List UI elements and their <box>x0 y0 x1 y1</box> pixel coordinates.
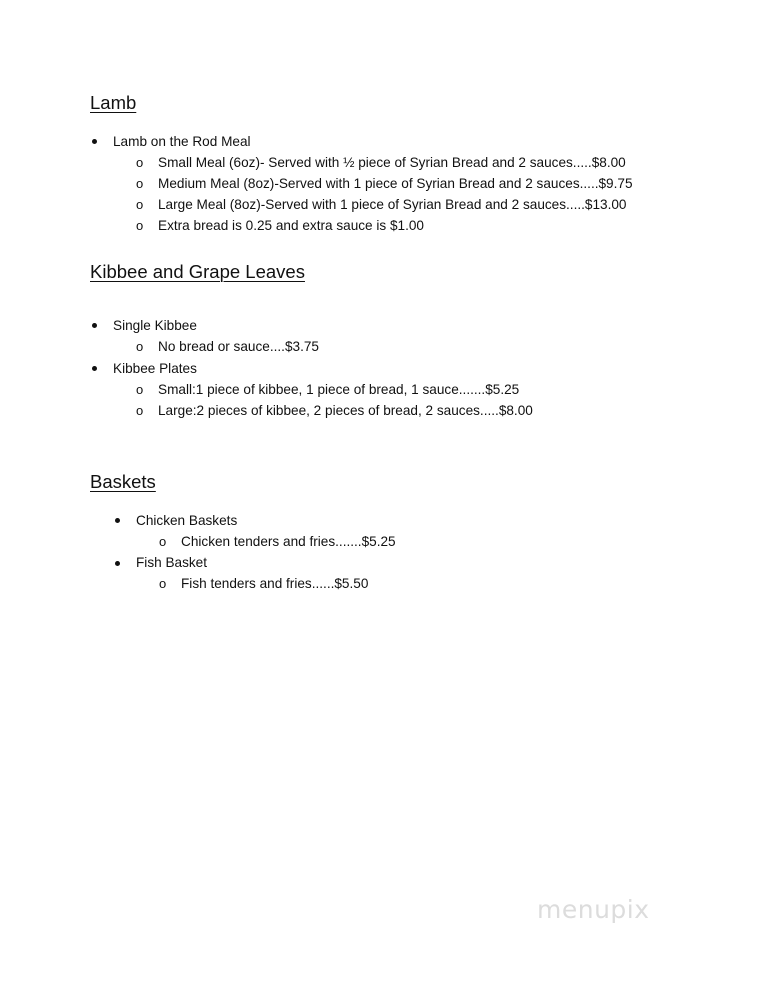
circle-bullet-icon: o <box>136 197 144 212</box>
menu-item: Kibbee Plates <box>113 361 197 376</box>
circle-bullet-icon: o <box>136 403 144 418</box>
circle-bullet-icon: o <box>159 534 167 549</box>
menu-subitem: Extra bread is 0.25 and extra sauce is $1.00 <box>158 218 424 233</box>
menu-item: Chicken Baskets <box>136 513 238 528</box>
menu-subitem: Large Meal (8oz)-Served with 1 piece of Syrian Bread and 2 sauces.....$13.00 <box>158 197 627 212</box>
circle-bullet-icon: o <box>136 382 144 397</box>
menu-item: Fish Basket <box>136 555 208 570</box>
bullet-icon <box>115 561 120 566</box>
menu-subitem: Small:1 piece of kibbee, 1 piece of bread, 1 sauce.......$5.25 <box>158 382 520 397</box>
menu-subitem: Chicken tenders and fries.......$5.25 <box>181 534 396 549</box>
menu-subitem: Large:2 pieces of kibbee, 2 pieces of bread, 2 sauces.....$8.00 <box>158 403 533 418</box>
bullet-icon <box>92 323 97 328</box>
circle-bullet-icon: o <box>136 339 144 354</box>
bullet-icon <box>92 366 97 371</box>
menu-subitem: Medium Meal (8oz)-Served with 1 piece of Syrian Bread and 2 sauces.....$9.75 <box>158 176 633 191</box>
bullet-icon <box>115 518 120 523</box>
circle-bullet-icon: o <box>136 218 144 233</box>
menu-subitem: No bread or sauce....$3.75 <box>158 339 319 354</box>
menu-item: Lamb on the Rod Meal <box>113 134 251 149</box>
section-heading-baskets: Baskets <box>90 471 156 492</box>
menu-item: Single Kibbee <box>113 318 197 333</box>
circle-bullet-icon: o <box>136 176 144 191</box>
menu-subitem: Fish tenders and fries......$5.50 <box>181 576 369 591</box>
section-heading-kibbee: Kibbee and Grape Leaves <box>90 261 305 282</box>
circle-bullet-icon: o <box>136 155 144 170</box>
circle-bullet-icon: o <box>159 576 167 591</box>
menu-subitem: Small Meal (6oz)- Served with ½ piece of Syrian Bread and 2 sauces.....$8.00 <box>158 155 626 170</box>
section-heading-lamb: Lamb <box>90 92 137 113</box>
watermark-logo: menupix <box>537 895 650 924</box>
bullet-icon <box>92 139 97 144</box>
